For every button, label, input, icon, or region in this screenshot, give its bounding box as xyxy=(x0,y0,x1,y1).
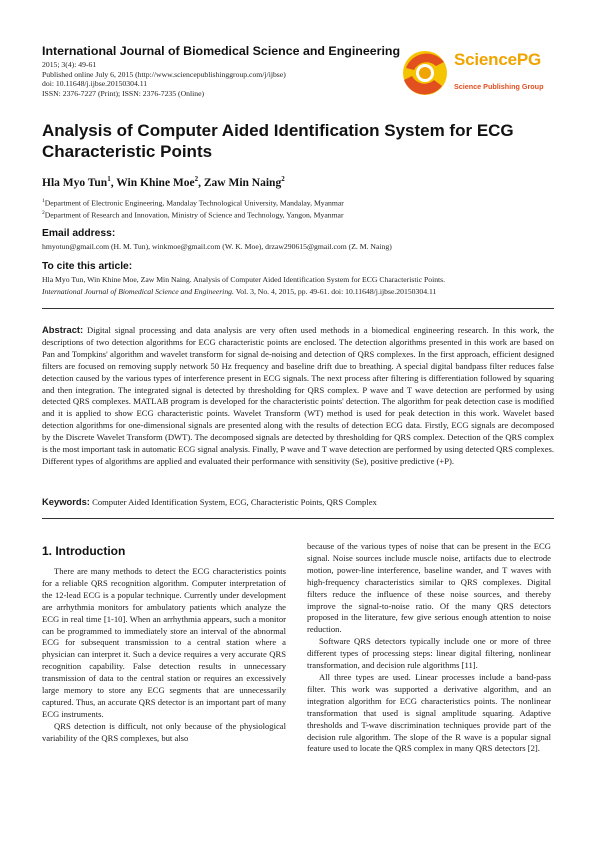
citation-journal-line xyxy=(42,287,436,296)
keywords-text: Computer Aided Identification System, ECG, Characteristic Points, QRS Complex xyxy=(92,497,377,507)
affiliation xyxy=(42,210,344,220)
abstract xyxy=(42,324,554,468)
published-line: Published online July 6, 2015 (http://www.sciencepublishinggroup.com/j/ijbse) xyxy=(42,69,286,79)
sciencepg-logo-icon xyxy=(398,46,454,100)
logo-subtitle: Science Publishing Group xyxy=(454,82,544,91)
body-paragraph: QRS detection is difficult, not only because of the physiological variability of the QRS complexes, but also xyxy=(42,720,286,743)
keywords xyxy=(42,496,554,507)
author-list: Hla Myo Tun$^1$, Win Khine Moe$^2$, Zaw Min Naing$^2$ xyxy=(42,175,285,189)
keywords-label: Keywords: xyxy=(42,496,90,507)
divider xyxy=(42,518,554,519)
author-name: Zaw Min Naing xyxy=(203,176,282,189)
body-paragraph: Software QRS detectors typically include one or more of three different types of processing steps: linear digital filtering, nonlinear transformation, and decision rule algorithms [11]. xyxy=(307,636,551,671)
body-paragraph: because of the various types of noise that can be present in the ECG signal. Noise sources include muscle noise, artifacts due to electrode motion, power-line interference, baseline wander, and T waves with high-frequency characteristics similar to QRS complexes. Digital filters reduce the influence of these noise sources, and thereby improve the signal-to-noise ratio. Of the many QRS detectors proposed in the literature, few give serious enough attention to noise reduction. xyxy=(307,541,551,635)
citation-line: Hla Myo Tun, Win Khine Moe, Zaw Min Naing. Analysis of Computer Aided Identification System for ECG Characteristic Points. xyxy=(42,275,446,284)
cite-label: To cite this article: xyxy=(42,261,133,272)
email-addresses: hmyotun@gmail.com (H. M. Tun), winkmoe@gmail.com (W. K. Moe), drzaw290615@gmail.com (Z. M. Naing) xyxy=(42,242,392,251)
author-sup: 2 xyxy=(194,175,199,183)
abstract-text: Digital signal processing and data analysis are very often used methods in a biomedical engineering research. In this work, the descriptions of two detection algorithms for ECG characteristic points are enclosed. The detection algorithms presented in this work are based on Pan and Tompkins' algorithm and wavelet transform for signal de-noising and detection of QRS complexes. In the first approach, efficient designed filters are focused on removing supply network 50 Hz frequency and baseline drift due to breathing. A special digital bandpass filter reduces false detection caused by the various types of interference present in ECG signals. The next process after filtering is differentiation followed by squaring and then integration. The integrated signal is detected by thresholding for QRS complex. P wave and T wave detection are performed by using detected QRS complexes. MATLAB program is developed for the characteristic points' detection. The algorithm for peak detection case is modified and it is applied to show ECG characteristic points. Wavelet Transform (WT) method is used for peak detection in this work. Wavelet based detection algorithms for one-dimensional signals are presented along with the results of detection ECG data. Firstly, ECG signals are decomposed by the Discrete Wavelet Transform (DWT). The decomposed signals are detected by thresholding for QRS complex. Detection of the QRS complex is the most important task in automatic ECG signal analysis. Finally, P wave and T wave detection are performed by using detected QRS complexes. Different types of algorithms are applied and evaluated their performance with sensitivity (Se), positive predictive (+P). xyxy=(42,325,554,466)
affiliation-text: Department of Research and Innovation, Ministry of Science and Technology, Yangon, Myanmar xyxy=(44,210,344,220)
affiliation xyxy=(42,198,344,208)
affiliation-text: Department of Electronic Engineering, Mandalay Technological University, Mandalay, Myanmar xyxy=(44,198,344,208)
citation-journal: International Journal of Biomedical Science and Engineering. xyxy=(42,287,234,296)
body-paragraph: All three types are used. Linear processes include a band-pass filter. This work was supported a derivative algorithm, and an integration algorithm for ECG characteristics points. The nonlinear transformation that used is signal amplitude squaring. Adaptive thresholds and T-wave discrimination techniques provide part of the decision rule algorithm. The slope of the R wave is a popular signal feature used to locate the QRS complex in many QRS detectors [2]. xyxy=(307,671,551,754)
author-sup: 1 xyxy=(107,175,111,183)
paper-title: Analysis of Computer Aided Identification System for ECG Characteristic Points xyxy=(42,121,514,161)
affiliation-sup: 1 xyxy=(42,198,45,204)
left-column xyxy=(42,566,286,745)
right-column xyxy=(307,541,551,755)
issn-line: ISSN: 2376-7227 (Print); ISSN: 2376-7235 (Online) xyxy=(42,88,205,98)
abstract-label: Abstract: xyxy=(42,324,84,335)
doi-line: doi: 10.11648/j.ijbse.20150304.11 xyxy=(42,79,148,89)
journal-meta xyxy=(42,60,286,98)
author-name: Win Khine Moe xyxy=(116,176,195,189)
logo-name: SciencePG xyxy=(454,50,542,69)
body-paragraph: There are many methods to detect the ECG characteristics points for a reliable QRS recognition algorithm. Computer interpretation of the 12-lead ECG is a popular technique. Currently under development are arrhythmia monitors for ambulatory patients which analyze the ECG in real time [1-10]. When an arrhythmia appears, such a monitor can be programmed to immediately store an interval of the abnormal ECG for subsequent transmission to a central station where a physician can interpret it. Such a device requires a very accurate QRS recognition capability. False detection results in unnecessary transmission of data to the central station or requires an excessively large memory to store any ECG segments that are unnecessarily captured. Thus, an accurate QRS detector is an important part of many ECG instruments. xyxy=(42,566,286,719)
email-label: Email address: xyxy=(42,228,116,239)
journal-title: International Journal of Biomedical Science and Engineering xyxy=(42,44,401,58)
citation-details: Vol. 3, No. 4, 2015, pp. 49-61. doi: 10.11648/j.ijbse.20150304.11 xyxy=(233,287,437,296)
volume-line: 2015; 3(4): 49-61 xyxy=(42,60,97,69)
author-name: Hla Myo Tun xyxy=(42,176,108,189)
section-heading: 1. Introduction xyxy=(42,544,126,558)
affiliation-sup: 2 xyxy=(42,210,45,216)
author-sup: 2 xyxy=(281,175,285,183)
divider xyxy=(42,308,554,309)
